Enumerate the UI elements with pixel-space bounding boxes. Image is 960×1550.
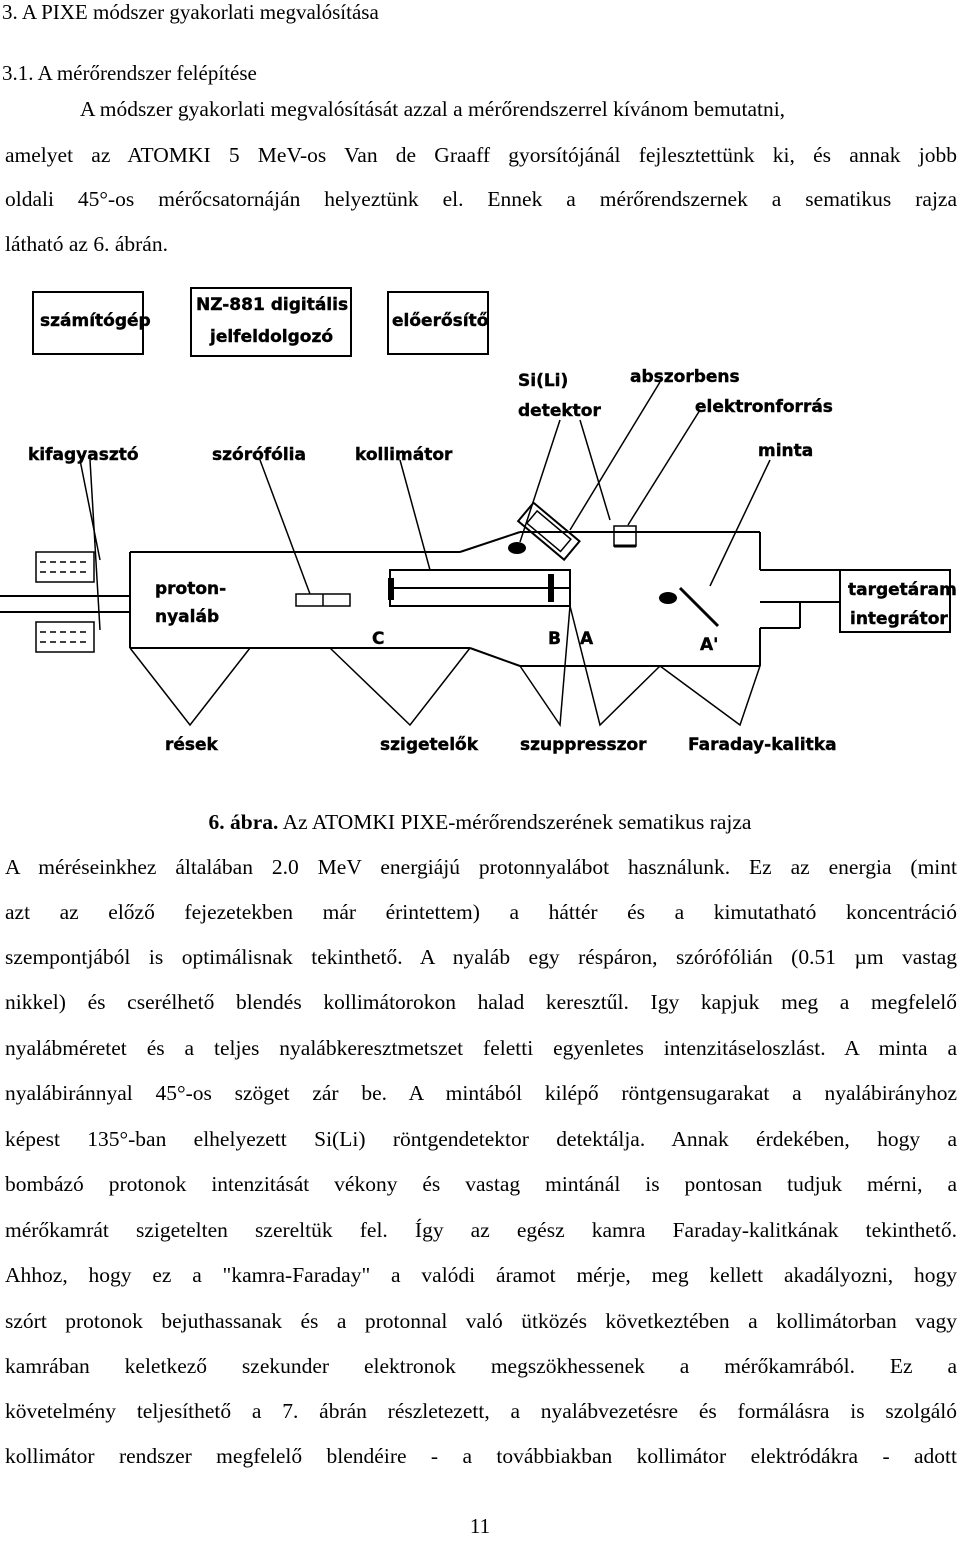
label-b: B bbox=[548, 629, 561, 649]
label-minta: minta bbox=[758, 441, 814, 461]
sample bbox=[680, 588, 718, 626]
label-faraday: Faraday-kalitka bbox=[688, 735, 837, 755]
label-kollimator: kollimátor bbox=[355, 445, 453, 465]
body-line-9: mérőkamrát szigetelten szereltük fel. Így az egész kamra Faraday-kalitkának tekinthető. bbox=[5, 1218, 957, 1242]
section-heading: 3. A PIXE módszer gyakorlati megvalósítása bbox=[2, 0, 379, 24]
label-eloerosito: előerősítő bbox=[392, 311, 489, 331]
label-targetaram-2: integrátor bbox=[850, 609, 948, 629]
subsection-heading: 3.1. A mérőrendszer felépítése bbox=[2, 61, 257, 85]
label-a-prime: A' bbox=[700, 635, 719, 655]
label-sili-1: Si(Li) bbox=[518, 371, 569, 391]
label-nz881-1: NZ-881 digitális bbox=[196, 295, 349, 315]
label-szuppresszor: szuppresszor bbox=[520, 735, 647, 755]
label-resek: rések bbox=[165, 735, 218, 755]
label-targetaram-1: targetáram bbox=[848, 580, 957, 600]
label-proton-2: nyaláb bbox=[155, 607, 220, 627]
absorber bbox=[614, 526, 636, 546]
body-line-13: követelmény teljesíthető a 7. ábrán részletezett, a nyalábvezetésre és formálásra is szolgáló bbox=[5, 1399, 957, 1423]
body-line-14: kollimátor rendszer megfelelő blendéire - a továbbiakban kollimátor elektródákra - adott bbox=[5, 1444, 957, 1468]
label-kifagyaszto: kifagyasztó bbox=[28, 445, 139, 465]
intro-line-4: látható az 6. ábrán. bbox=[5, 232, 168, 256]
intro-line-1: A módszer gyakorlati megvalósítását azzal a mérőrendszerrel kívánom bemutatni, bbox=[80, 97, 786, 121]
body-line-7: képest 135°-ban elhelyezett Si(Li) röntgendetektor detektálja. Annak érdekében, hogy a bbox=[5, 1127, 957, 1151]
body-line-6: nyalábiránnyal 45°-os szöget zár be. A mintából kilépő röntgensugarakat a nyalábirányhoz bbox=[5, 1081, 957, 1105]
label-sili-2: detektor bbox=[518, 401, 601, 421]
intro-line-2: amelyet az ATOMKI 5 MeV-os Van de Graaff gyorsítójánál fejlesztettünk ki, és annak jobb bbox=[5, 143, 957, 167]
intro-line-3: oldali 45°-os mérőcsatornáján helyeztünk el. Ennek a mérőrendszernek a sematikus rajza bbox=[5, 187, 957, 211]
label-nz881-2: jelfeldolgozó bbox=[210, 327, 334, 347]
body-line-8: bombázó protonok intenzitását vékony és vastag mintánál is pontosan tudjuk mérni, a bbox=[5, 1172, 957, 1196]
pixe-schematic-figure bbox=[0, 270, 960, 770]
label-proton-1: proton- bbox=[155, 579, 227, 599]
cold-trap-lower bbox=[36, 622, 94, 652]
page-number: 11 bbox=[469, 1514, 491, 1538]
label-szorofolia: szórófólia bbox=[212, 445, 306, 465]
label-a: A bbox=[580, 629, 594, 649]
body-line-3: szempontjából is optimálisnak tekinthető. A nyaláb egy réspáron, szórófólián (0.51 µm vastag bbox=[5, 945, 957, 969]
body-line-1: A méréseinkhez általában 2.0 MeV energiájú protonnyalábot használunk. Ez az energia (mint bbox=[5, 855, 957, 879]
label-c: C bbox=[372, 629, 385, 649]
caption-number: 6. ábra. bbox=[208, 810, 279, 834]
body-line-10: Ahhoz, hogy ez a "kamra-Faraday" a valódi áramot mérje, meg kellett akadályozni, hogy bbox=[5, 1263, 957, 1287]
label-szamitogep: számítógép bbox=[40, 311, 151, 331]
body-line-11: szórt protonok bejuthassanak és a protonnal való ütközés következtében a kollimátorban vagy bbox=[5, 1309, 957, 1333]
figure-caption bbox=[0, 810, 960, 835]
body-line-5: nyalábméretet és a teljes nyalábkeresztmetszet feletti egyenletes intenzitáseloszlást. A minta a bbox=[5, 1036, 957, 1060]
cold-trap-upper bbox=[36, 552, 94, 582]
label-elektronforras: elektronforrás bbox=[695, 397, 833, 417]
schematic-drawing bbox=[0, 288, 950, 725]
electron-marker bbox=[508, 542, 526, 554]
body-line-4: nikkel) és cserélhető blendés kollimátorokon halad keresztűl. Igy kapjuk meg a megfelelő bbox=[5, 990, 957, 1014]
body-line-12: kamrában keletkező szekunder elektronok megszökhessenek a mérőkamrából. Ez a bbox=[5, 1354, 957, 1378]
body-line-2: azt az előző fejezetekben már érintettem) a háttér és a kimutatható koncentráció bbox=[5, 900, 957, 924]
caption-text: Az ATOMKI PIXE-mérőrendszerének sematikus rajza bbox=[278, 810, 752, 834]
label-abszorbens: abszorbens bbox=[630, 367, 740, 387]
label-szigetelok: szigetelők bbox=[380, 735, 479, 755]
